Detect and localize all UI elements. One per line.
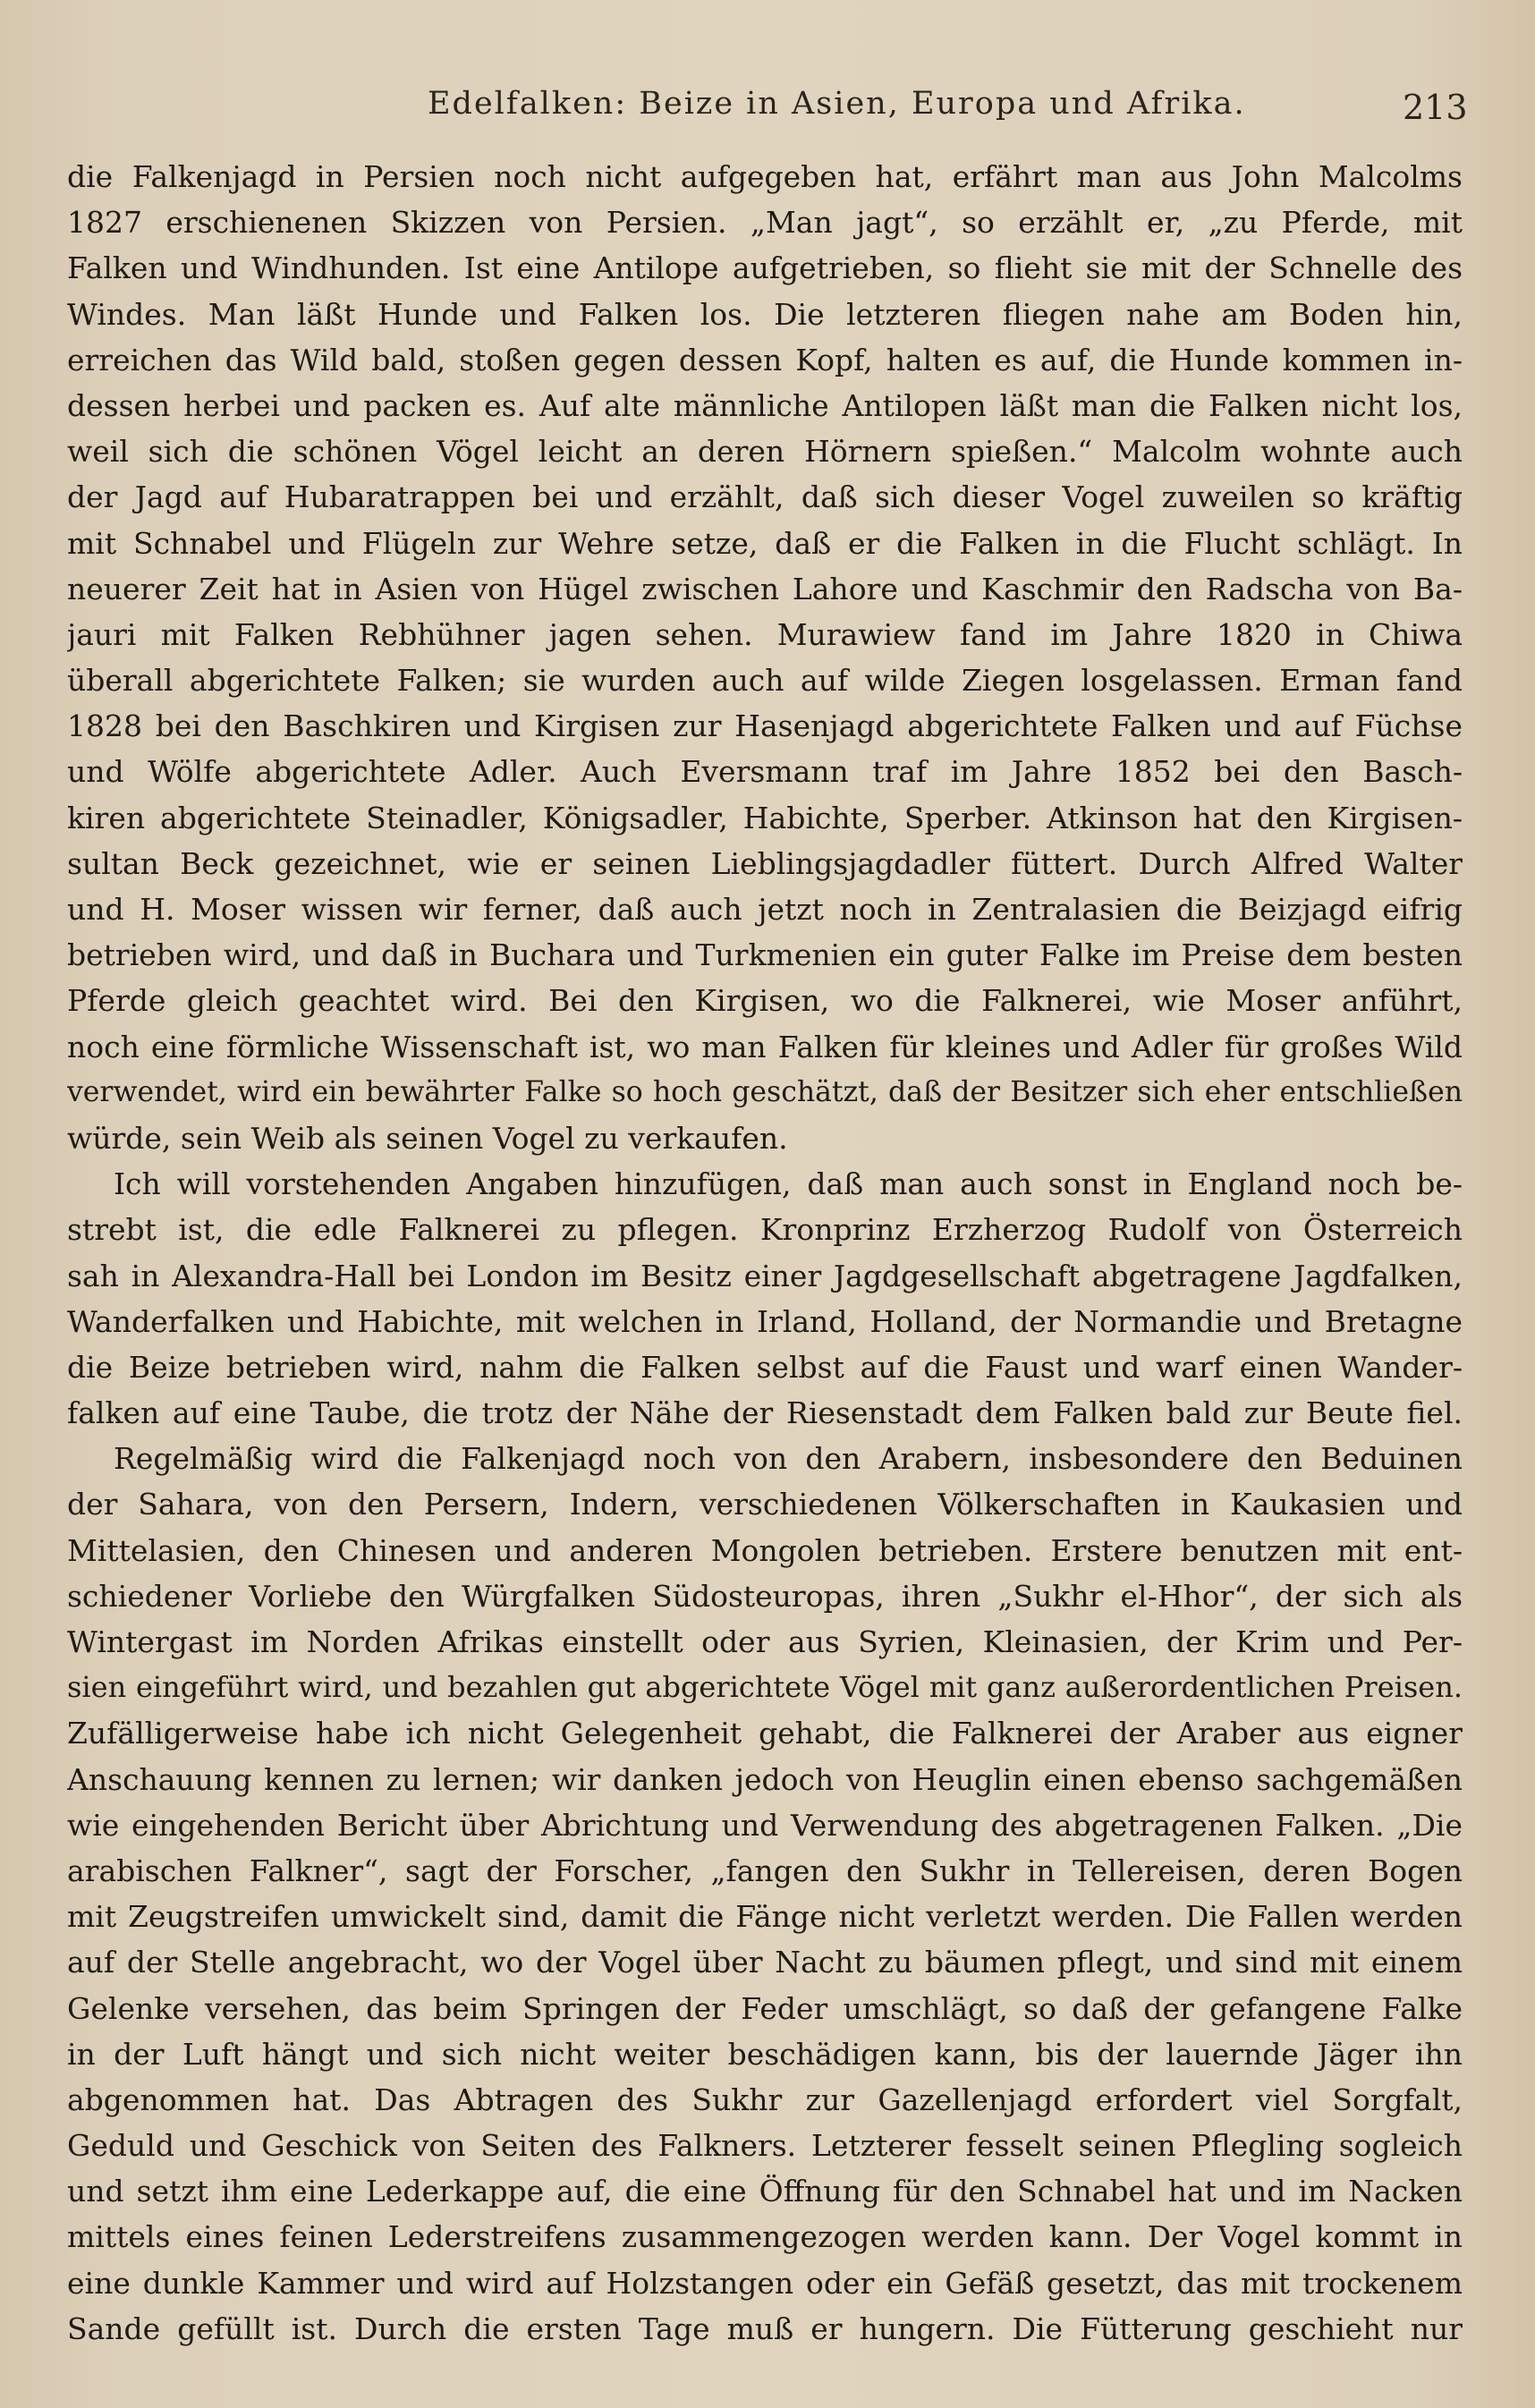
text-line: weil sich die schönen Vögel leicht an deren Hörnern spießen.“ Malcolm wohnte auch [67,434,1463,470]
text-line: dessen herbei und packen es. Auf alte männliche Antilopen läßt man die Falken nicht los, [67,387,1463,423]
text-line: in der Luft hängt und sich nicht weiter beschädigen kann, bis der lauernde Jäger ihn [67,2036,1463,2072]
text-line: und setzt ihm eine Lederkappe auf, die eine Öffnung für den Schnabel hat und im Nacken [67,2174,1463,2209]
text-line: wie eingehenden Bericht über Abrichtung und Verwendung des abgetragenen Falken. „Die [67,1807,1463,1843]
text-line: mit Zeugstreifen umwickelt sind, damit die Fänge nicht verletzt werden. Die Fallen werden [67,1899,1463,1935]
text-line: arabischen Falkner“, sagt der Forscher, „fangen den Sukhr in Tellereisen, deren Bogen [67,1853,1463,1888]
paragraph-end-line: falken auf eine Taube, die trotz der Nähe der Riesenstadt dem Falken bald zur Beute fiel. [67,1395,1463,1431]
text-line: Mittelasien, den Chinesen und anderen Mongolen betrieben. Erstere benutzen mit ent- [67,1532,1463,1568]
text-line: Gelenke versehen, das beim Springen der Feder umschlägt, so daß der gefangene Falke [67,1990,1463,2026]
text-line: sultan Beck gezeichnet, wie er seinen Lieblingsjagdadler füttert. Durch Alfred Walter [67,845,1463,881]
text-line: Sande gefüllt ist. Durch die ersten Tage muß er hungern. Die Fütterung geschieht nur [67,2310,1463,2346]
running-title: Edelfalken: Beize in Asien, Europa und Afrika. [428,86,1246,122]
text-line: der Jagd auf Hubaratrappen bei und erzählt, daß sich dieser Vogel zuweilen so kräftig [67,479,1463,515]
text-line: sah in Alexandra-Hall bei London im Besitz einer Jagdgesellschaft abgetragene Jagdfalken, [67,1258,1463,1293]
text-line: schiedener Vorliebe den Würgfalken Südosteuropas, ihren „Sukhr el-Hhor“, der sich als [67,1578,1463,1614]
text-line: und Wölfe abgerichtete Adler. Auch Eversmann traf im Jahre 1852 bei den Basch- [67,754,1463,790]
text-line: strebt ist, die edle Falknerei zu pflegen. Kronprinz Erzherzog Rudolf von Österreich [67,1212,1463,1248]
running-head [0,86,1535,140]
page-number: 213 [1403,88,1468,127]
text-line: Pferde gleich geachtet wird. Bei den Kirgisen, wo die Falknerei, wie Moser anführt, [67,983,1463,1019]
text-line: 1827 erschienenen Skizzen von Persien. „Man jagt“, so erzählt er, „zu Pferde, mit [67,205,1463,241]
text-line: abgenommen hat. Das Abtragen des Sukhr zur Gazellenjagd erfordert viel Sorgfalt, [67,2082,1463,2117]
paragraph-start-line: Ich will vorstehenden Angaben hinzufügen, daß man auch sonst in England noch be- [114,1166,1463,1202]
text-line: auf der Stelle angebracht, wo der Vogel über Nacht zu bäumen pflegt, und sind mit einem [67,1945,1463,1980]
text-line: überall abgerichtete Falken; sie wurden auch auf wilde Ziegen losgelassen. Erman fand [67,663,1463,699]
text-line: Windes. Man läßt Hunde und Falken los. Die letzteren fliegen nahe am Boden hin, [67,296,1463,332]
text-line: kiren abgerichtete Steinadler, Königsadler, Habichte, Sperber. Atkinson hat den Kirgisen- [67,800,1463,835]
text-line: erreichen das Wild bald, stoßen gegen dessen Kopf, halten es auf, die Hunde kommen in- [67,342,1463,377]
paragraph-start-line: Regelmäßig wird die Falkenjagd noch von den Arabern, insbesondere den Beduinen [114,1441,1463,1477]
text-line: Wanderfalken und Habichte, mit welchen in Irland, Holland, der Normandie und Bretagne [67,1303,1463,1339]
text-line: mittels eines feinen Lederstreifens zusammengezogen werden kann. Der Vogel kommt in [67,2219,1463,2255]
text-line: verwendet, wird ein bewährter Falke so hoch geschätzt, daß der Besitzer sich eher entschließen [67,1075,1463,1108]
text-line: die Falkenjagd in Persien noch nicht aufgegeben hat, erfährt man aus John Malcolms [67,159,1463,194]
text-line: noch eine förmliche Wissenschaft ist, wo man Falken für kleines und Adler für großes Wild [67,1029,1463,1064]
text-line: 1828 bei den Baschkiren und Kirgisen zur Hasenjagd abgerichtete Falken und auf Füchse [67,708,1463,744]
text-line: Zufälligerweise habe ich nicht Gelegenheit gehabt, die Falknerei der Araber aus eigner [67,1716,1463,1751]
text-line: Wintergast im Norden Afrikas einstellt oder aus Syrien, Kleinasien, der Krim und Per- [67,1624,1463,1659]
text-line: Anschauung kennen zu lernen; wir danken jedoch von Heuglin einen ebenso sachgemäßen [67,1761,1463,1797]
body-text [67,154,1463,2352]
text-line: Geduld und Geschick von Seiten des Falkners. Letzterer fesselt seinen Pflegling sogleich [67,2128,1463,2164]
text-line: eine dunkle Kammer und wird auf Holzstangen oder ein Gefäß gesetzt, das mit trockenem [67,2265,1463,2301]
paragraph-end-line: würde, sein Weib als seinen Vogel zu verkaufen. [67,1120,788,1156]
text-line: der Sahara, von den Persern, Indern, verschiedenen Völkerschaften in Kaukasien und [67,1487,1463,1522]
text-line: sien eingeführt wird, und bezahlen gut abgerichtete Vögel mit ganz außerordentlichen Preisen. [67,1670,1463,1705]
text-line: die Beize betrieben wird, nahm die Falken selbst auf die Faust und warf einen Wander- [67,1349,1463,1385]
text-line: betrieben wird, und daß in Buchara und Turkmenien ein guter Falke im Preise dem besten [67,937,1463,973]
text-line: Falken und Windhunden. Ist eine Antilope aufgetrieben, so flieht sie mit der Schnelle des [67,250,1463,286]
text-line: und H. Moser wissen wir ferner, daß auch jetzt noch in Zentralasien die Beizjagd eifrig [67,892,1463,927]
text-line: mit Schnabel und Flügeln zur Wehre setze, daß er die Falken in die Flucht schlägt. In [67,525,1463,561]
text-line: jauri mit Falken Rebhühner jagen sehen. Murawiew fand im Jahre 1820 in Chiwa [67,616,1463,652]
text-line: neuerer Zeit hat in Asien von Hügel zwischen Lahore und Kaschmir den Radscha von Ba- [67,571,1463,606]
